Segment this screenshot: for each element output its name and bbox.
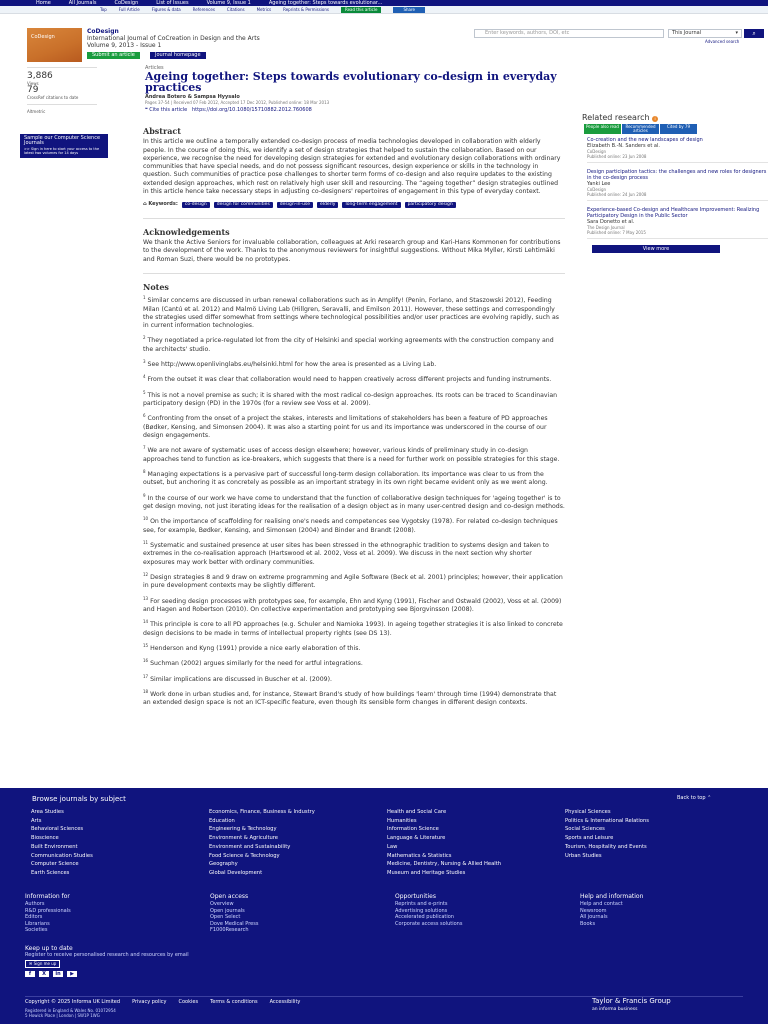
subject-link[interactable]: Medicine, Dentistry, Nursing & Allied Health — [387, 861, 502, 868]
note-text: Suchman (2002) argues similarly for the need for artful integrations. — [150, 660, 363, 668]
tf-sub: an informa business — [592, 1007, 638, 1012]
crossref-label: CrossRef citations to date — [27, 95, 79, 100]
footer-link[interactable]: Help and contact — [580, 901, 623, 907]
footer-link-column — [580, 893, 765, 934]
note-item — [143, 444, 565, 464]
search-icon: ⌕ — [752, 30, 756, 37]
note-number: 8 — [143, 469, 146, 475]
related-item — [582, 207, 768, 239]
footer-link[interactable]: Newsroom — [580, 907, 607, 914]
keep-heading: Keep up to date — [25, 945, 73, 952]
related-tab[interactable]: People also read — [584, 124, 621, 134]
read-article-button[interactable]: Read this article — [341, 7, 381, 13]
journal-header — [0, 26, 768, 60]
site-footer — [0, 788, 768, 1024]
subject-link[interactable]: Museum and Heritage Studies — [387, 869, 466, 876]
subject-link[interactable]: Environment & Agriculture — [209, 835, 278, 842]
footer-column-heading: Opportunities — [395, 893, 436, 900]
facebook-icon[interactable]: f — [25, 971, 35, 977]
sample-title: Sample our Computer Science Journals — [24, 135, 101, 146]
subject-link[interactable]: Law — [387, 843, 398, 850]
legal-link[interactable]: Accessibility — [269, 999, 301, 1005]
subnav-item[interactable]: Reprints & Permissions — [283, 7, 329, 12]
article-dates: Pages 37-54 | Received 07 Feb 2012, Accepted 17 Dec 2012, Published online: 18 Mar 2013 — [145, 100, 330, 105]
advanced-search-link[interactable]: Advanced search — [705, 39, 740, 44]
keyword-tag[interactable]: long-term engagement — [342, 202, 400, 208]
footer-link[interactable]: Open journals — [210, 907, 245, 914]
note-text: Henderson and Kyng (1991) provide a nice early elaboration of this. — [150, 645, 361, 652]
note-number: 5 — [143, 389, 146, 395]
note-item — [143, 492, 565, 512]
note-item — [143, 657, 565, 668]
subject-link[interactable]: Environment and Sustainability — [209, 843, 291, 850]
topnav-item[interactable]: CoDesign — [114, 0, 139, 6]
subject-link[interactable]: Sports and Leisure — [565, 835, 614, 842]
topnav-item[interactable]: Ageing together: Steps towards evolutionar... — [268, 0, 383, 6]
info-icon[interactable]: i — [652, 116, 658, 122]
subject-column — [31, 808, 209, 878]
ack-text: We thank the Active Seniors for invaluable collaboration, colleagues at Arki research group and Kari-Hans Kommonen for contributions to the development of the work. Thanks to the anonymous reviewers for insightful suggestions. Without Mika Myller, Kirsti Lehtimäki and Roman Suzi, there would be no prototypes. — [143, 238, 561, 263]
note-item — [143, 673, 565, 684]
footer-link-column — [210, 893, 395, 934]
note-number: 17 — [143, 673, 149, 679]
x-icon[interactable]: X — [39, 971, 49, 977]
sample-journals-banner[interactable] — [20, 134, 108, 158]
related-tab[interactable]: Recommended articles — [622, 124, 659, 134]
note-text: Similar concerns are discussed in urban renewal collaborations such as in Amplify! (Penin, Forlano, and Staszowski 2012), Feeding Milan (Cantú et al. 2012) and Malmö Living Lab (Hillgren, Seravalli, and Emilson 2011). However, these settings and correspondingly the strategies used differ somewhat from settings where technological possibilities and/or user practices are evolving rapidly, such as in current information technologies. — [143, 297, 559, 330]
related-tabs — [582, 124, 768, 134]
subnav-item[interactable]: Full Article — [118, 7, 140, 12]
subject-link[interactable]: Area Studies — [31, 809, 64, 815]
copyright-text: Copyright © 2025 Informa UK Limited — [25, 999, 121, 1005]
related-item-journal: CoDesign — [587, 149, 607, 154]
footer-link-columns — [25, 893, 765, 934]
note-item — [143, 373, 565, 384]
topnav-item[interactable]: All Journals — [68, 0, 97, 6]
footer-link-column — [395, 893, 580, 934]
authors-text: Andrea Botero & Sampsa Hyysalo — [145, 94, 240, 100]
note-item — [143, 412, 565, 440]
related-item-title[interactable]: Co-creation and the new landscapes of design — [587, 137, 703, 143]
article-metrics — [27, 67, 97, 114]
mail-icon: ✉ — [29, 961, 33, 966]
subject-link[interactable]: Mathematics & Statistics — [387, 852, 452, 859]
note-text: Confronting from the onset of a project the stakes, interests and limitations of stakeholders has been a feature of PD approaches (Bødker, Kensing, and Simonsen 2004). It was also a starting point for us and its importance was underscored in the course of our design engagements. — [143, 415, 548, 440]
note-text: From the outset it was clear that collaboration would need to happen creatively across different projects and funding instruments. — [147, 376, 552, 384]
ack-heading: Acknowledgements — [143, 226, 230, 237]
quote-icon: ❝ — [145, 107, 148, 113]
note-number: 13 — [143, 595, 149, 601]
search-scope-select[interactable] — [668, 29, 742, 38]
keep-up-to-date — [25, 946, 189, 977]
related-heading-text: Related research — [582, 113, 650, 122]
article-header — [145, 65, 615, 113]
view-more-button[interactable]: View more — [592, 245, 720, 253]
views-label: Views — [27, 81, 39, 86]
note-number: 6 — [143, 413, 146, 419]
footer-link[interactable]: Authors — [25, 901, 45, 907]
footer-link[interactable]: F1000Research — [210, 927, 249, 934]
note-number: 9 — [143, 492, 146, 498]
related-item-author: Yanki Lee — [587, 181, 611, 187]
subject-link[interactable]: Health and Social Care — [387, 809, 447, 815]
journal-subtitle: International Journal of CoCreation in Design and the Arts — [87, 35, 260, 42]
footer-link[interactable]: Books — [580, 920, 596, 927]
social-links — [25, 971, 189, 977]
subject-link[interactable]: Education — [209, 817, 235, 824]
footer-column-heading: Help and information — [580, 893, 644, 900]
note-item — [143, 688, 565, 708]
keyword-tag[interactable]: elderly — [317, 202, 338, 208]
note-item — [143, 515, 565, 535]
note-item — [143, 618, 565, 638]
legal-link[interactable]: Terms & conditions — [210, 999, 258, 1005]
journal-cover[interactable] — [27, 28, 82, 62]
journal-homepage-button[interactable]: Journal homepage — [150, 52, 206, 59]
note-number: 4 — [143, 374, 146, 380]
abstract-text: In this article we outline a temporally extended co-design process of media technologies developed in collaboration with elderly people. In the course of doing this, we identify a set of design strategies that helped to sustain the collaboration. Based on our experience, we recognise the need for developing design strategies for extended and evolutionary design collaborations with ordinary communities that have special needs, and do not possess significant resources, design experience or skills in the technology in question. Such communities of practice pose challenges to shorter term forms of co-design and also require updates to the existing extended design approaches, which rest on relatively high user skill and resourcing. The “ageing together” design strategies outlined in this article hence take necessary steps in adjusting co-designers' repertoires of engagement in this type of everyday context. — [143, 138, 561, 196]
footer-link[interactable]: Editors — [25, 914, 43, 921]
subject-link[interactable]: Engineering & Technology — [209, 826, 277, 833]
search-scope-value: This Journal — [672, 30, 702, 36]
footer-link[interactable]: Dove Medical Press — [210, 920, 259, 927]
related-item — [582, 169, 768, 201]
registration-text: Registered in England & Wales No. 01072954 5 Howick Place | London | SW1P 1WG — [25, 1008, 116, 1018]
subject-column — [209, 808, 387, 878]
note-item — [143, 571, 565, 591]
subject-column — [387, 808, 565, 878]
subject-link[interactable]: Geography — [209, 861, 238, 868]
footer-link[interactable]: Open Select — [210, 914, 241, 921]
footer-link[interactable]: Accelerated publication — [395, 914, 454, 921]
tag-icon: ⌂ — [143, 201, 147, 208]
related-item-published: Published online: 24 Jun 2008 — [587, 192, 647, 197]
subject-link[interactable]: Global Development — [209, 869, 263, 876]
note-text: This is not a novel premise as such; it is shared with the most radical co-design approaches. Its roots can be traced to Scandinavian participatory design (PD) in the 1970s (for a review see Voss et al. 2009). — [143, 391, 558, 408]
youtube-icon[interactable]: ▶ — [67, 971, 77, 977]
abstract-heading: Abstract — [143, 126, 181, 136]
keyword-tag[interactable]: design for communities — [214, 202, 273, 208]
note-item — [143, 294, 565, 330]
note-number: 3 — [143, 359, 146, 365]
note-number: 15 — [143, 642, 149, 648]
footer-link[interactable]: Societies — [25, 927, 48, 934]
share-button[interactable]: Share — [393, 7, 425, 13]
note-text: Work done in urban studies and, for instance, Stewart Brand's study of how buildings 'learn' through time (1994) demonstrate that an extended design space is not an ICT-specific feature, even though its sensible form changes in different design contexts. — [143, 691, 557, 707]
subject-link[interactable]: Bioscience — [31, 835, 59, 842]
related-research — [582, 113, 768, 253]
subject-link[interactable]: Humanities — [387, 817, 417, 824]
cite-link[interactable]: Cite this article — [149, 107, 188, 113]
subject-link[interactable]: Arts — [31, 817, 42, 824]
note-text: Managing expectations is a pervasive part of successful long-term design collaboration. Its importance was clear to us from the outset, but anchoring it as concretely as possible as an important strategy in its own right became evident only as we went along. — [143, 471, 548, 487]
browse-heading: Browse journals by subject — [32, 795, 126, 803]
related-item-published: Published online: 23 Jun 2008 — [587, 154, 647, 159]
chevron-down-icon: ▾ — [735, 30, 738, 36]
footer-link[interactable]: Advertising solutions — [395, 907, 448, 914]
subject-link[interactable]: Politics & International Relations — [565, 817, 649, 824]
subject-link[interactable]: Social Sciences — [565, 826, 605, 833]
keywords-label-text: Keywords: — [148, 201, 178, 208]
note-item — [143, 468, 565, 488]
subject-columns — [31, 808, 751, 878]
subject-link[interactable]: Computer Science — [31, 861, 79, 868]
sign-up-button[interactable] — [25, 960, 60, 968]
keyword-tag[interactable]: participatory design — [405, 202, 456, 208]
note-text: This principle is core to all PD approaches (e.g. Schuler and Namioka 1993). In ageing together strategies it is also linked to concrete design decisions to be made in terms of intellectual property rights (see DS 13). — [143, 621, 563, 637]
topnav-item[interactable]: Home — [36, 0, 51, 6]
note-item — [143, 389, 565, 409]
article-subnav — [0, 6, 768, 14]
search-button[interactable] — [744, 29, 764, 38]
chevron-up-icon: ⌃ — [707, 795, 712, 801]
footer-link[interactable]: Librarians — [25, 920, 50, 927]
note-item — [143, 642, 565, 653]
note-number: 7 — [143, 445, 146, 451]
altmetric-label[interactable]: Altmetric — [27, 109, 46, 114]
subnav-item[interactable]: Metrics — [256, 7, 272, 12]
article-title: Ageing together: Steps towards evolutionary co-design in everyday practices — [145, 70, 557, 94]
article-type: Articles — [145, 65, 164, 71]
footer-link-column — [25, 893, 210, 934]
crossref-count: 79 — [27, 85, 39, 95]
subnav-item[interactable]: References — [192, 7, 215, 12]
footer-link[interactable]: Overview — [210, 901, 234, 907]
related-item — [582, 137, 768, 163]
notes-list — [143, 294, 565, 708]
subject-link[interactable]: Communication Studies — [31, 852, 93, 859]
legal-link[interactable]: Cookies — [178, 999, 199, 1005]
footer-link[interactable]: R&D professionals — [25, 907, 71, 914]
related-item-title[interactable]: Experience-based Co-design and Healthcare Improvement: Realizing Participatory Design in the Public Sector — [587, 207, 760, 219]
related-item-divider — [587, 200, 768, 201]
note-item — [143, 595, 565, 615]
article-body — [143, 127, 565, 712]
related-item-author: Sara Donetto et al. — [587, 219, 635, 225]
note-number: 16 — [143, 658, 149, 664]
footer-link[interactable]: Corporate access solutions — [395, 920, 463, 927]
doi-link[interactable]: https://doi.org/10.1080/15710882.2012.760608 — [191, 107, 312, 113]
subject-link[interactable]: Urban Studies — [565, 852, 602, 859]
subject-link[interactable]: Behavioral Sciences — [31, 826, 84, 833]
subject-link[interactable]: Physical Sciences — [565, 809, 611, 815]
taylor-francis-logo[interactable] — [592, 998, 671, 1013]
related-item-title[interactable]: Design participation tactics: the challenges and new roles for designers in the co-design process — [587, 169, 767, 181]
note-text: In the course of our work we have come to understand that the function of collaborative design techniques for 'ageing together' is to get design moving, not just iterating ideas for the realisation of a design object as in many user-centred design and co-design methods. — [143, 494, 565, 511]
footer-column-heading: Information for — [25, 893, 70, 900]
linkedin-icon[interactable]: in — [53, 971, 63, 977]
legal-link[interactable]: Privacy policy — [132, 999, 167, 1005]
keyword-tag[interactable]: co-design — [182, 202, 210, 208]
article-links — [145, 107, 615, 113]
note-item — [143, 334, 565, 354]
related-item-journal: The Design Journal — [587, 225, 625, 230]
subject-link[interactable]: Economics, Finance, Business & Industry — [209, 809, 315, 815]
search-input[interactable]: Enter keywords, authors, DOI, etc — [474, 29, 664, 38]
subnav-item[interactable]: Citations — [226, 7, 245, 12]
subject-link[interactable]: Earth Sciences — [31, 869, 70, 876]
footer-link[interactable]: Reprints and e-prints — [395, 901, 448, 907]
footer-column-heading: Open access — [210, 893, 249, 900]
note-text: For seeding design processes with prototypes see, for example, Ehn and Kyng (1991), Fischer and Ostwald (2002), Voss et al. (2009) and Hagen and Robertson (2010). On collective experimentation and prototyping see Bjorgvinsson (2008). — [143, 597, 562, 613]
topnav-item[interactable]: List of Issues — [156, 0, 189, 6]
keyword-tag[interactable]: design-in-use — [277, 202, 313, 208]
keep-text: Register to receive personalised research and resources by email — [25, 952, 189, 958]
related-item-journal: CoDesign — [587, 187, 607, 192]
note-number: 2 — [143, 335, 146, 341]
keywords-label — [143, 200, 178, 208]
back-to-top-link[interactable] — [677, 795, 711, 801]
submit-article-button[interactable]: Submit an article — [87, 52, 140, 59]
related-list — [582, 137, 768, 239]
sample-subtext: >> Sign in here to start your access to the latest two volumes for 14 days — [24, 147, 100, 155]
sign-up-text: Sign me up — [33, 961, 57, 966]
related-item-divider — [587, 162, 768, 163]
tf-name: Taylor & Francis Group — [592, 997, 671, 1005]
topnav-item[interactable]: Volume 9, Issue 1 — [206, 0, 251, 6]
subject-link[interactable]: Information Science — [387, 826, 439, 833]
related-item-author: Elizabeth B.-N. Sanders et al. — [587, 143, 660, 149]
notes-heading: Notes — [143, 281, 169, 292]
subject-link[interactable]: Built Environment — [31, 843, 78, 850]
related-tab[interactable]: Cited by 79 — [660, 124, 697, 134]
note-number: 1 — [143, 295, 146, 301]
related-item-divider — [587, 238, 768, 239]
note-number: 14 — [143, 619, 149, 625]
subject-link[interactable]: Tourism, Hospitality and Events — [565, 843, 647, 850]
note-number: 18 — [143, 689, 149, 695]
note-text: We are not aware of systematic uses of access design elsewhere; however, various kinds of preliminary study in co-design approaches tend to function as ice-breakers, which suggests that there is a need for further work on possible strategies for this stage. — [143, 447, 560, 463]
subject-link[interactable]: Language & Literature — [387, 835, 446, 842]
journal-volume[interactable]: Volume 9, 2013 - Issue 1 — [87, 42, 162, 49]
note-number: 11 — [143, 540, 149, 546]
note-text: See http://www.openlivinglabs.eu/helsinki.html for how the area is presented as a Living Lab. — [147, 361, 437, 369]
back-to-top-text: Back to top — [677, 795, 706, 801]
note-number: 12 — [143, 571, 149, 577]
related-item-published: Published online: 7 May 2015 — [587, 230, 646, 235]
journal-info — [87, 28, 260, 49]
cover-title: CoDesign — [31, 34, 55, 40]
footer-link[interactable]: All journals — [580, 914, 608, 921]
subnav-item[interactable]: Figures & data — [151, 7, 181, 12]
note-item — [143, 358, 565, 369]
views-count: 3,886 — [27, 71, 53, 81]
copyright-bar — [25, 999, 312, 1005]
note-number: 10 — [143, 516, 149, 522]
note-text: Design strategies 8 and 9 draw on extreme programming and Agile Software (Beck et al. 2001) principles; however, their application in pure development contexts may be slightly different. — [143, 574, 563, 590]
subnav-item[interactable]: Top — [100, 7, 107, 12]
note-text: Systematic and sustained presence at user sites has been stressed in the ethnographic tradition to systems design and taken to extremes in the co-realisation approach (Hartswood et al. 2002, Voss et al. 2009). We discuss in the next section why shorter exposures may work better with ordinary communities. — [143, 542, 549, 566]
note-text: They negotiated a price-regulated lot from the city of Helsinki and special working agreements with the construction company and the architects' studio. — [143, 337, 554, 353]
note-item — [143, 539, 565, 567]
keywords — [143, 200, 565, 208]
subject-link[interactable]: Food Science & Technology — [209, 852, 280, 859]
note-text: On the importance of scaffolding for realising one's needs and competences see Vygotsky (1978). For related co-design techniques see, for example, Bødker, Kensing, and Simonsen (2004) and Binder and Brandt (2008). — [143, 518, 558, 534]
journal-brand[interactable]: CoDesign — [87, 28, 119, 35]
note-text: Similar implications are discussed in Buscher et al. (2009). — [150, 675, 332, 683]
related-heading — [582, 113, 768, 122]
subject-column — [565, 808, 743, 878]
